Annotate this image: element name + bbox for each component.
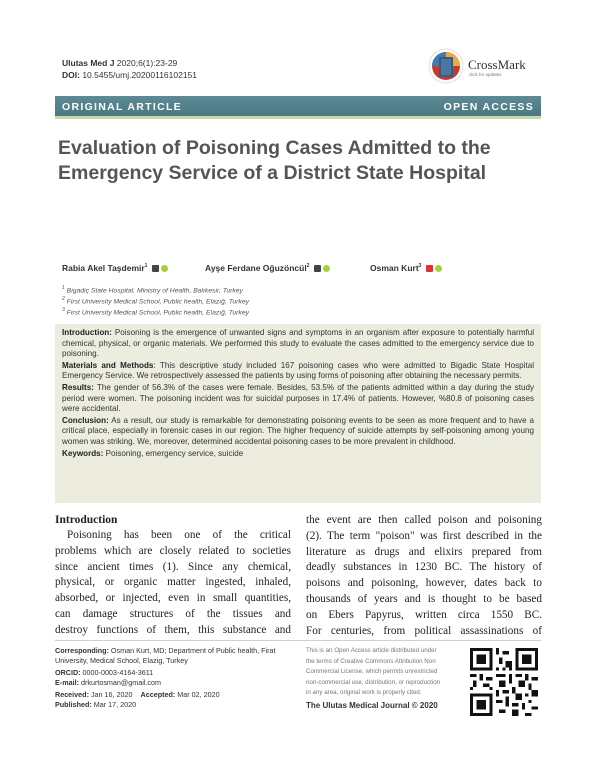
article-type-banner	[55, 96, 541, 119]
orcid-icon[interactable]	[323, 265, 330, 272]
email-icon[interactable]	[314, 265, 321, 272]
body-line: thousands of years and is thought to be based	[306, 592, 542, 605]
orcid-icon[interactable]	[161, 265, 168, 272]
body-line: on Ebers Papyrus, written circa 1550 BC.	[306, 608, 542, 621]
abstract-conclusion-text: As a result, our study is remarkable for demonstrating poisoning events to be seen as more frequent and to have a critical place, especially in forensic cases in our region. The higher frequency of suicide attempts by self-poisoning among young women was striking. We, moreover, determined accidental poisoning cases to be more prevalent in childhood.	[62, 415, 534, 446]
author-name: Ayşe Ferdane Oğuzöncül	[205, 263, 307, 273]
author-name: Rabia Akel Taşdemir	[62, 263, 145, 273]
abstract-conclusion	[62, 416, 534, 448]
body-line: deadly substances in 1230 BC. The history of	[306, 561, 542, 574]
body-column-right	[306, 513, 542, 639]
journal-name: Ulutas Med J	[62, 58, 115, 68]
published-label: Published:	[55, 699, 92, 709]
abstract-keywords-text: Poisoning, emergency service, suicide	[103, 448, 244, 458]
received-value: Jan 16, 2020	[88, 690, 133, 700]
body-line: the event are then called poison and poisoning	[306, 514, 542, 526]
abstract-results	[62, 383, 534, 415]
abstract-conclusion-label: Conclusion:	[62, 415, 109, 425]
abstract-intro-label: Introduction:	[62, 328, 112, 337]
email-icon[interactable]	[426, 265, 433, 272]
author-sup: 2	[306, 263, 310, 270]
license-line: the terms of Creative Commons Attribution Non	[306, 657, 436, 665]
abstract-methods-text: : This descriptive study included 167 poisoning cases who were admitted to Bigadic State Hospital Emergency Service. We retrospectively assessed the patients by using forms of poisoning after obtaining the necessary permits.	[62, 360, 535, 381]
orcid-value[interactable]: 0000-0003-4164-3611	[80, 668, 154, 678]
corr-text: Osman Kurt, MD; Department of Public health, Firat University, Medical School, Elazig, Turkey	[55, 646, 276, 665]
crossmark-badge[interactable]	[428, 48, 538, 86]
accepted-label: Accepted:	[140, 690, 176, 700]
published-value: Mar 17, 2020	[91, 699, 137, 709]
license-notice	[306, 646, 466, 699]
body-line: can damage structures of the tissues and	[55, 607, 291, 620]
crossmark-subtitle: click for updates	[469, 72, 502, 77]
journal-volume: 2020;6(1):23-29	[114, 58, 178, 68]
crossmark-icon	[428, 48, 464, 84]
abstract-intro-text: Poisoning is the emergence of unwanted signs and symptoms in an organism after exposure to potentially harmful chemical, physical, or organic materials. We performed this study to evaluate the cases admitted to the emergency service due to poisoning.	[62, 328, 534, 359]
abstract-methods-label: Materials and Methods	[62, 360, 154, 370]
author-sup: 1	[144, 263, 148, 270]
orcid-label: ORCID:	[55, 668, 81, 678]
license-line: Commercial License, which permits unrestricted	[306, 668, 438, 676]
orcid-icon[interactable]	[435, 265, 442, 272]
body-column-left	[55, 513, 291, 639]
correspondence-block	[55, 646, 291, 710]
body-line: physical, or organic matter ingested, inhaled,	[55, 576, 291, 589]
doi-label: DOI:	[62, 70, 80, 80]
doi-link[interactable]: 10.5455/umj.20200116102151	[79, 70, 198, 80]
affiliation-text: First University Medical School, Public health, Elazığ, Turkey	[66, 309, 249, 317]
crossmark-title: CrossMark	[468, 57, 526, 72]
author-name: Osman Kurt	[370, 263, 419, 273]
author-2[interactable]	[205, 263, 330, 273]
qr-code-icon[interactable]	[470, 648, 538, 716]
body-line: problems which are closely related to societies	[55, 544, 291, 557]
affiliation-sup: 3	[62, 307, 65, 313]
affiliation-text: Bigadiç State Hospital, Ministry of Health, Balıkesir, Turkey	[66, 287, 243, 295]
body-line: destroy functions of them, this substance and	[55, 623, 291, 636]
body-line: literature as drugs and elixirs prepared from	[306, 545, 542, 558]
article-title: Evaluation of Poisoning Cases Admitted to the Emergency Service of a District State Hospital	[58, 137, 491, 184]
footer-divider	[55, 640, 541, 641]
affiliation-sup: 1	[62, 285, 65, 291]
abstract-box	[55, 324, 541, 503]
author-1[interactable]	[62, 263, 168, 273]
license-line: in any area, original work is properly cited.	[306, 689, 422, 697]
corr-label: Corresponding:	[55, 646, 109, 655]
author-list	[62, 263, 542, 277]
affiliation-text: First University Medical School, Public health, Elazığ, Turkey	[66, 298, 249, 306]
journal-citation	[62, 57, 197, 81]
affiliation-3	[62, 305, 542, 318]
open-access-label: OPEN ACCESS	[443, 101, 534, 113]
section-heading-introduction: Introduction	[55, 514, 118, 526]
body-line: absorbed, or injected, even in small quantities,	[55, 592, 291, 605]
body-line: poisons and poisoning, however, dates back to	[306, 577, 542, 590]
abstract-methods	[62, 361, 534, 382]
affiliation-sup: 2	[62, 296, 65, 302]
body-line: Poisoning has been one of the critical	[67, 529, 291, 541]
accepted-value: Mar 02, 2020	[175, 690, 220, 700]
abstract-introduction	[62, 328, 534, 360]
abstract-keywords	[62, 449, 534, 460]
license-line: This is an Open Access article distributed under	[306, 647, 437, 654]
abstract-results-text: The gender of 56.3% of the cases were female. Besides, 53.5% of the patients admitted within a day during the study period were women. The poisoning incident was for suicidal purposes in 17.4% of patients. However, %80.8 of poisoning cases were accidental.	[62, 382, 534, 414]
body-line: since ancient times (1). Since any chemical,	[55, 560, 291, 573]
email-icon[interactable]	[152, 265, 159, 272]
license-line: non-commercial use, distribution, or reproduction	[306, 678, 441, 686]
journal-copyright: The Ulutas Medical Journal © 2020	[306, 701, 438, 710]
author-3[interactable]	[370, 263, 442, 273]
abstract-keywords-label: Keywords:	[62, 448, 104, 458]
received-label: Received:	[55, 690, 89, 700]
body-line: (2). The term "poison" was first described in the	[306, 529, 542, 542]
email-value[interactable]: drkurtosman@gmail.com	[78, 677, 161, 687]
abstract-results-label: Results:	[62, 382, 94, 392]
body-line: For centuries, from political assassinations of	[306, 624, 542, 637]
email-label: E-mail:	[55, 677, 79, 687]
author-sup: 3	[418, 263, 422, 270]
article-type-label: ORIGINAL ARTICLE	[62, 101, 182, 113]
